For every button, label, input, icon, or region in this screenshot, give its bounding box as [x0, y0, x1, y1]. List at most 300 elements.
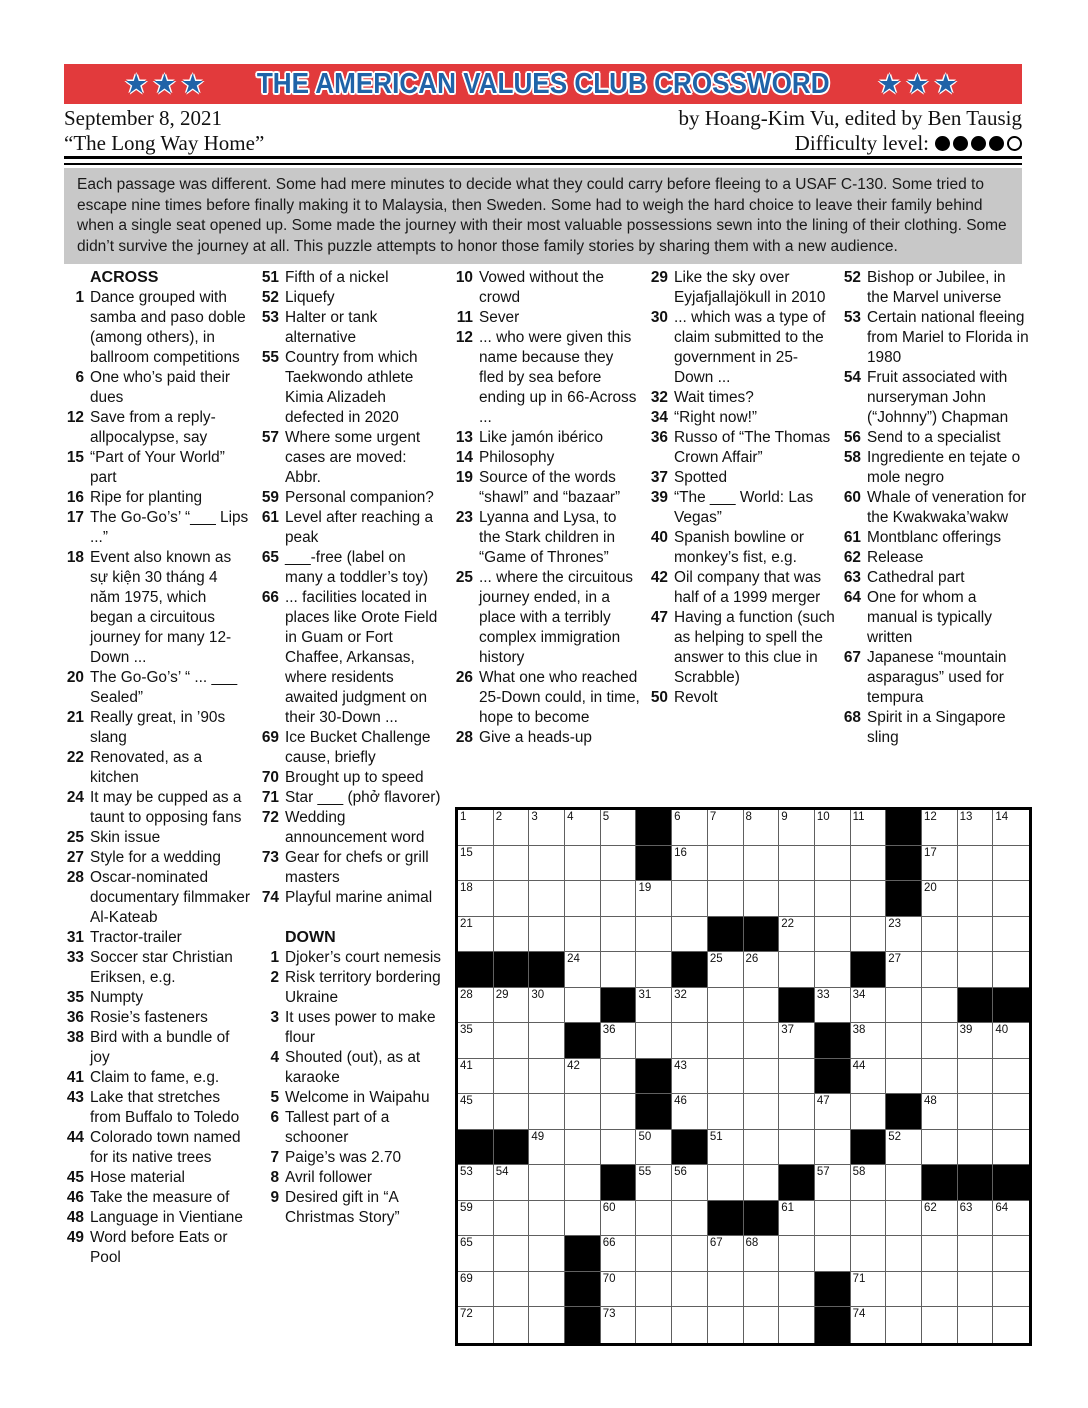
grid-cell-number: 30: [531, 988, 545, 1001]
grid-cell[interactable]: [636, 1023, 672, 1059]
grid-cell[interactable]: [922, 1059, 958, 1095]
grid-cell[interactable]: [993, 1272, 1029, 1308]
grid-cell[interactable]: [851, 1236, 887, 1272]
grid-cell[interactable]: [744, 1307, 780, 1343]
grid-cell[interactable]: [744, 1236, 780, 1272]
grid-cell[interactable]: [922, 846, 958, 882]
difficulty-dot-filled: [971, 136, 986, 151]
grid-cell[interactable]: [958, 917, 994, 953]
grid-cell[interactable]: [815, 1165, 851, 1201]
grid-cell[interactable]: [529, 1201, 565, 1237]
grid-cell[interactable]: [494, 1165, 530, 1201]
clue-number: 68: [843, 709, 861, 726]
grid-cell[interactable]: [601, 846, 637, 882]
clue-item: [62, 548, 250, 668]
grid-cell[interactable]: [529, 846, 565, 882]
clue-item: [839, 268, 1029, 308]
grid-cell-number: 28: [460, 988, 473, 1001]
clue-text: Paige’s was 2.70: [285, 1149, 402, 1166]
clue-text: Shouted (out), as at karaoke: [285, 1049, 421, 1086]
grid-cell[interactable]: [708, 1307, 744, 1343]
grid-cell[interactable]: [672, 881, 708, 917]
clue-column-3: [451, 268, 642, 748]
clue-item: [451, 728, 642, 748]
grid-cell[interactable]: [779, 810, 815, 846]
grid-cell[interactable]: [779, 1307, 815, 1343]
clue-item: [257, 1168, 445, 1188]
grid-cell-number: 27: [888, 953, 902, 966]
grid-cell[interactable]: [458, 846, 494, 882]
grid-cell[interactable]: [993, 846, 1029, 882]
clue-number: 47: [650, 609, 668, 626]
grid-cell[interactable]: [708, 1059, 744, 1095]
grid-cell[interactable]: [744, 1094, 780, 1130]
grid-cell[interactable]: [993, 1201, 1029, 1237]
grid-cell[interactable]: [708, 988, 744, 1024]
grid-cell-number: 60: [602, 1201, 616, 1214]
grid-cell[interactable]: [886, 988, 922, 1024]
grid-cell[interactable]: [529, 917, 565, 953]
grid-cell[interactable]: [672, 1094, 708, 1130]
grid-cell[interactable]: [565, 846, 601, 882]
grid-cell[interactable]: [779, 846, 815, 882]
grid-cell[interactable]: [958, 1130, 994, 1166]
header-left: [64, 106, 264, 156]
grid-cell[interactable]: [922, 810, 958, 846]
grid-cell[interactable]: [708, 846, 744, 882]
grid-cell-black: [993, 1165, 1029, 1201]
grid-cell[interactable]: [993, 881, 1029, 917]
grid-cell-black: [565, 1023, 601, 1059]
grid-cell-number: 74: [852, 1308, 866, 1321]
grid-cell[interactable]: [958, 1023, 994, 1059]
grid-cell[interactable]: [744, 1130, 780, 1166]
grid-cell[interactable]: [601, 881, 637, 917]
grid-cell[interactable]: [779, 1236, 815, 1272]
grid-cell-number: 68: [745, 1237, 759, 1250]
clue-text: Cathedral part: [867, 569, 965, 586]
grid-cell[interactable]: [529, 1272, 565, 1308]
difficulty-dot-filled: [989, 136, 1004, 151]
grid-cell[interactable]: [922, 1201, 958, 1237]
clue-item: [646, 488, 837, 528]
grid-cell[interactable]: [672, 917, 708, 953]
clue-text: Source of the words “shawl” and “bazaar”: [479, 469, 621, 506]
clue-number: 14: [455, 449, 473, 466]
grid-cell[interactable]: [779, 1201, 815, 1237]
grid-cell[interactable]: [565, 1059, 601, 1095]
grid-cell[interactable]: [744, 1165, 780, 1201]
clue-text: Fifth of a nickel: [285, 269, 389, 286]
grid-cell-black: [886, 881, 922, 917]
grid-cell[interactable]: [815, 846, 851, 882]
grid-cell[interactable]: [636, 1165, 672, 1201]
grid-cell-number: 64: [995, 1201, 1009, 1214]
grid-cell[interactable]: [851, 1201, 887, 1237]
grid-cell[interactable]: [779, 881, 815, 917]
grid-cell[interactable]: [815, 952, 851, 988]
grid-cell[interactable]: [565, 1094, 601, 1130]
grid-cell[interactable]: [779, 1272, 815, 1308]
grid-cell-black: [779, 988, 815, 1024]
grid-cell[interactable]: [958, 881, 994, 917]
grid-cell[interactable]: [851, 1023, 887, 1059]
grid-cell[interactable]: [779, 1094, 815, 1130]
grid-cell[interactable]: [458, 810, 494, 846]
clue-number: 23: [455, 509, 473, 526]
clue-item: [62, 988, 250, 1008]
grid-cell[interactable]: [458, 1236, 494, 1272]
grid-cell[interactable]: [958, 1307, 994, 1343]
grid-cell[interactable]: [922, 1023, 958, 1059]
puzzle-title: “The Long Way Home”: [64, 131, 265, 155]
grid-cell[interactable]: [922, 988, 958, 1024]
grid-cell[interactable]: [708, 1272, 744, 1308]
grid-cell[interactable]: [851, 846, 887, 882]
clue-text: Spotted: [674, 469, 728, 486]
grid-cell-black: [815, 1307, 851, 1343]
grid-cell[interactable]: [851, 988, 887, 1024]
grid-cell[interactable]: [851, 881, 887, 917]
grid-cell[interactable]: [529, 1307, 565, 1343]
grid-cell[interactable]: [494, 1307, 530, 1343]
grid-cell[interactable]: [744, 1059, 780, 1095]
clue-text: What one who reached 25-Down could, in time, hope to become: [479, 669, 640, 726]
grid-cell[interactable]: [958, 810, 994, 846]
grid-cell[interactable]: [993, 952, 1029, 988]
clue-number: 26: [455, 669, 473, 686]
grid-cell[interactable]: [494, 1272, 530, 1308]
clue-text: Like the sky over Eyjafjallajökull in 2010: [674, 269, 826, 306]
grid-cell[interactable]: [636, 1307, 672, 1343]
grid-cell[interactable]: [922, 1307, 958, 1343]
grid-cell[interactable]: [708, 952, 744, 988]
grid-cell-black: [636, 1059, 672, 1095]
grid-cell[interactable]: [922, 881, 958, 917]
clue-item: [646, 568, 837, 608]
grid-cell[interactable]: [529, 881, 565, 917]
clue-text: Russo of “The Thomas Crown Affair”: [674, 429, 831, 466]
grid-cell[interactable]: [494, 988, 530, 1024]
grid-cell[interactable]: [458, 1094, 494, 1130]
grid-cell[interactable]: [886, 917, 922, 953]
clue-text: The Go-Go’s’ “___ Lips ...”: [90, 509, 249, 546]
grid-cell[interactable]: [636, 1236, 672, 1272]
grid-cell[interactable]: [672, 988, 708, 1024]
grid-cell[interactable]: [529, 810, 565, 846]
grid-cell[interactable]: [922, 1130, 958, 1166]
grid-cell[interactable]: [458, 881, 494, 917]
grid-cell[interactable]: [958, 846, 994, 882]
grid-cell[interactable]: [458, 988, 494, 1024]
clue-number: 49: [66, 1229, 84, 1246]
grid-cell[interactable]: [708, 1023, 744, 1059]
clue-text: Language in Vientiane: [90, 1209, 243, 1226]
clue-item: [257, 588, 445, 728]
grid-cell[interactable]: [708, 881, 744, 917]
clue-text: Playful marine animal: [285, 889, 433, 906]
grid-cell[interactable]: [993, 1130, 1029, 1166]
grid-cell[interactable]: [851, 1272, 887, 1308]
grid-cell[interactable]: [494, 1023, 530, 1059]
grid-cell[interactable]: [529, 1023, 565, 1059]
grid-cell[interactable]: [744, 1023, 780, 1059]
grid-cell[interactable]: [565, 1201, 601, 1237]
clue-number: 41: [66, 1069, 84, 1086]
grid-cell[interactable]: [601, 1272, 637, 1308]
grid-cell[interactable]: [815, 917, 851, 953]
clue-text: Release: [867, 549, 924, 566]
grid-cell[interactable]: [601, 1236, 637, 1272]
grid-cell[interactable]: [672, 1272, 708, 1308]
grid-cell[interactable]: [708, 1094, 744, 1130]
grid-cell[interactable]: [886, 1272, 922, 1308]
grid-cell[interactable]: [672, 1201, 708, 1237]
grid-cell[interactable]: [601, 952, 637, 988]
grid-cell[interactable]: [779, 952, 815, 988]
grid-cell[interactable]: [636, 988, 672, 1024]
grid-cell[interactable]: [672, 810, 708, 846]
grid-cell[interactable]: [565, 810, 601, 846]
grid-cell-number: 47: [816, 1095, 830, 1108]
clue-number: 12: [455, 329, 473, 346]
grid-cell[interactable]: [529, 1236, 565, 1272]
grid-cell[interactable]: [672, 1059, 708, 1095]
grid-cell[interactable]: [529, 1094, 565, 1130]
grid-cell[interactable]: [672, 1023, 708, 1059]
grid-cell[interactable]: [922, 1236, 958, 1272]
grid-cell[interactable]: [958, 952, 994, 988]
grid-cell-black: [672, 952, 708, 988]
clue-number: 38: [66, 1029, 84, 1046]
issue-date: September 8, 2021: [64, 106, 223, 130]
clue-text: Vowed without the crowd: [479, 269, 604, 306]
grid-cell[interactable]: [744, 988, 780, 1024]
grid-cell-black: [886, 810, 922, 846]
grid-cell[interactable]: [529, 1165, 565, 1201]
grid-cell-number: 61: [781, 1201, 794, 1214]
grid-cell[interactable]: [993, 1307, 1029, 1343]
grid-cell[interactable]: [458, 1059, 494, 1095]
grid-cell[interactable]: [565, 952, 601, 988]
grid-cell-number: 48: [923, 1095, 937, 1108]
clue-text: Liquefy: [285, 289, 335, 306]
clue-text: Colorado town named for its native trees: [90, 1129, 241, 1166]
clue-item: [451, 668, 642, 728]
grid-cell[interactable]: [458, 1307, 494, 1343]
clue-item: [62, 948, 250, 988]
clue-number: 61: [261, 509, 279, 526]
grid-cell[interactable]: [636, 1201, 672, 1237]
clue-text: Montblanc offerings: [867, 529, 1002, 546]
grid-cell[interactable]: [458, 1165, 494, 1201]
grid-cell-number: 23: [888, 917, 902, 930]
clue-number: 16: [66, 489, 84, 506]
grid-cell[interactable]: [672, 1236, 708, 1272]
grid-cell[interactable]: [851, 1059, 887, 1095]
clue-number: 45: [66, 1169, 84, 1186]
grid-cell[interactable]: [779, 1059, 815, 1095]
grid-cell[interactable]: [958, 1272, 994, 1308]
clue-item: [62, 488, 250, 508]
grid-cell[interactable]: [744, 810, 780, 846]
grid-cell[interactable]: [494, 1094, 530, 1130]
grid-cell[interactable]: [851, 1165, 887, 1201]
grid-cell[interactable]: [636, 881, 672, 917]
clue-text: Spirit in a Singapore sling: [867, 709, 1006, 746]
grid-cell-black: [886, 846, 922, 882]
grid-cell[interactable]: [993, 1236, 1029, 1272]
clue-item: [839, 708, 1029, 748]
grid-cell[interactable]: [672, 846, 708, 882]
grid-cell[interactable]: [458, 917, 494, 953]
grid-cell[interactable]: [779, 1023, 815, 1059]
grid-cell[interactable]: [601, 1059, 637, 1095]
grid-cell[interactable]: [815, 1130, 851, 1166]
clue-number: 15: [66, 449, 84, 466]
grid-cell[interactable]: [708, 1130, 744, 1166]
grid-cell[interactable]: [708, 810, 744, 846]
grid-cell[interactable]: [744, 881, 780, 917]
grid-cell[interactable]: [993, 1023, 1029, 1059]
clue-text: Lyanna and Lysa, to the Stark children in “Game of Thrones”: [479, 509, 617, 566]
grid-cell[interactable]: [601, 1130, 637, 1166]
grid-cell[interactable]: [886, 952, 922, 988]
grid-cell[interactable]: [708, 1165, 744, 1201]
grid-cell[interactable]: [958, 1094, 994, 1130]
grid-cell[interactable]: [744, 1272, 780, 1308]
grid-cell[interactable]: [744, 952, 780, 988]
grid-cell[interactable]: [815, 1201, 851, 1237]
grid-cell[interactable]: [672, 1165, 708, 1201]
grid-cell[interactable]: [601, 1201, 637, 1237]
grid-cell[interactable]: [779, 917, 815, 953]
grid-cell[interactable]: [458, 1023, 494, 1059]
clue-number: 7: [270, 1149, 279, 1166]
grid-cell[interactable]: [886, 1023, 922, 1059]
clue-number: 29: [650, 269, 668, 286]
grid-cell[interactable]: [922, 1094, 958, 1130]
grid-cell[interactable]: [565, 988, 601, 1024]
grid-cell[interactable]: [886, 1059, 922, 1095]
grid-cell[interactable]: [815, 1236, 851, 1272]
grid-cell[interactable]: [815, 881, 851, 917]
grid-cell-number: 18: [460, 882, 473, 895]
header-divider: [64, 156, 1022, 165]
grid-cell[interactable]: [494, 846, 530, 882]
clue-number: 22: [66, 749, 84, 766]
grid-cell[interactable]: [886, 1307, 922, 1343]
grid-cell[interactable]: [601, 1307, 637, 1343]
grid-cell[interactable]: [922, 952, 958, 988]
grid-cell[interactable]: [494, 1059, 530, 1095]
clue-number: 36: [650, 429, 668, 446]
grid-cell[interactable]: [993, 1059, 1029, 1095]
grid-cell[interactable]: [601, 1094, 637, 1130]
grid-cell-number: 52: [888, 1130, 902, 1143]
grid-cell[interactable]: [672, 1307, 708, 1343]
grid-cell[interactable]: [494, 810, 530, 846]
grid-cell[interactable]: [636, 917, 672, 953]
grid-cell[interactable]: [601, 1023, 637, 1059]
grid-cell[interactable]: [922, 1272, 958, 1308]
grid-cell[interactable]: [993, 917, 1029, 953]
grid-cell[interactable]: [565, 917, 601, 953]
grid-cell-black: [922, 1165, 958, 1201]
grid-cell[interactable]: [886, 1201, 922, 1237]
clue-item: [62, 748, 250, 788]
grid-cell[interactable]: [851, 1307, 887, 1343]
grid-cell[interactable]: [993, 1094, 1029, 1130]
grid-cell[interactable]: [494, 917, 530, 953]
clue-item: [646, 528, 837, 568]
grid-cell[interactable]: [851, 917, 887, 953]
grid-cell[interactable]: [529, 1059, 565, 1095]
grid-cell[interactable]: [494, 881, 530, 917]
clue-item: [451, 268, 642, 308]
grid-cell[interactable]: [529, 988, 565, 1024]
grid-cell[interactable]: [494, 1236, 530, 1272]
grid-cell[interactable]: [993, 810, 1029, 846]
grid-cell[interactable]: [815, 1094, 851, 1130]
clue-number: 67: [843, 649, 861, 666]
grid-cell[interactable]: [779, 1130, 815, 1166]
grid-cell[interactable]: [886, 1165, 922, 1201]
clue-item: [62, 1168, 250, 1188]
grid-cell[interactable]: [601, 917, 637, 953]
clue-item: [62, 368, 250, 408]
clue-text: “Right now!”: [674, 409, 757, 426]
grid-cell-black: [636, 810, 672, 846]
grid-cell[interactable]: [458, 1272, 494, 1308]
grid-cell[interactable]: [922, 917, 958, 953]
clue-number: 62: [843, 549, 861, 566]
grid-cell[interactable]: [851, 810, 887, 846]
clue-number: 60: [843, 489, 861, 506]
grid-cell[interactable]: [851, 1094, 887, 1130]
grid-cell[interactable]: [565, 881, 601, 917]
grid-cell[interactable]: [636, 952, 672, 988]
grid-cell[interactable]: [494, 1201, 530, 1237]
grid-cell[interactable]: [815, 988, 851, 1024]
grid-cell[interactable]: [565, 1130, 601, 1166]
grid-cell[interactable]: [886, 1130, 922, 1166]
clue-text: Wedding announcement word: [285, 809, 425, 846]
grid-cell[interactable]: [458, 1201, 494, 1237]
clue-item: [62, 408, 250, 448]
grid-cell[interactable]: [601, 810, 637, 846]
clue-text: Word before Eats or Pool: [90, 1229, 228, 1266]
grid-cell[interactable]: [529, 1130, 565, 1166]
clue-item: [257, 768, 445, 788]
clue-text: Take the measure of: [90, 1189, 230, 1206]
grid-cell[interactable]: [886, 1236, 922, 1272]
grid-cell[interactable]: [744, 846, 780, 882]
clue-item: [62, 1088, 250, 1128]
grid-cell[interactable]: [565, 1165, 601, 1201]
clue-item: [646, 268, 837, 308]
grid-cell[interactable]: [708, 1236, 744, 1272]
grid-cell[interactable]: [958, 1059, 994, 1095]
grid-cell[interactable]: [815, 810, 851, 846]
grid-cell-black: [458, 1130, 494, 1166]
clue-text: Skin issue: [90, 829, 161, 846]
clue-text: Welcome in Waipahu: [285, 1089, 430, 1106]
grid-cell[interactable]: [636, 1130, 672, 1166]
grid-cell[interactable]: [636, 1272, 672, 1308]
grid-cell[interactable]: [958, 1236, 994, 1272]
grid-cell[interactable]: [958, 1201, 994, 1237]
